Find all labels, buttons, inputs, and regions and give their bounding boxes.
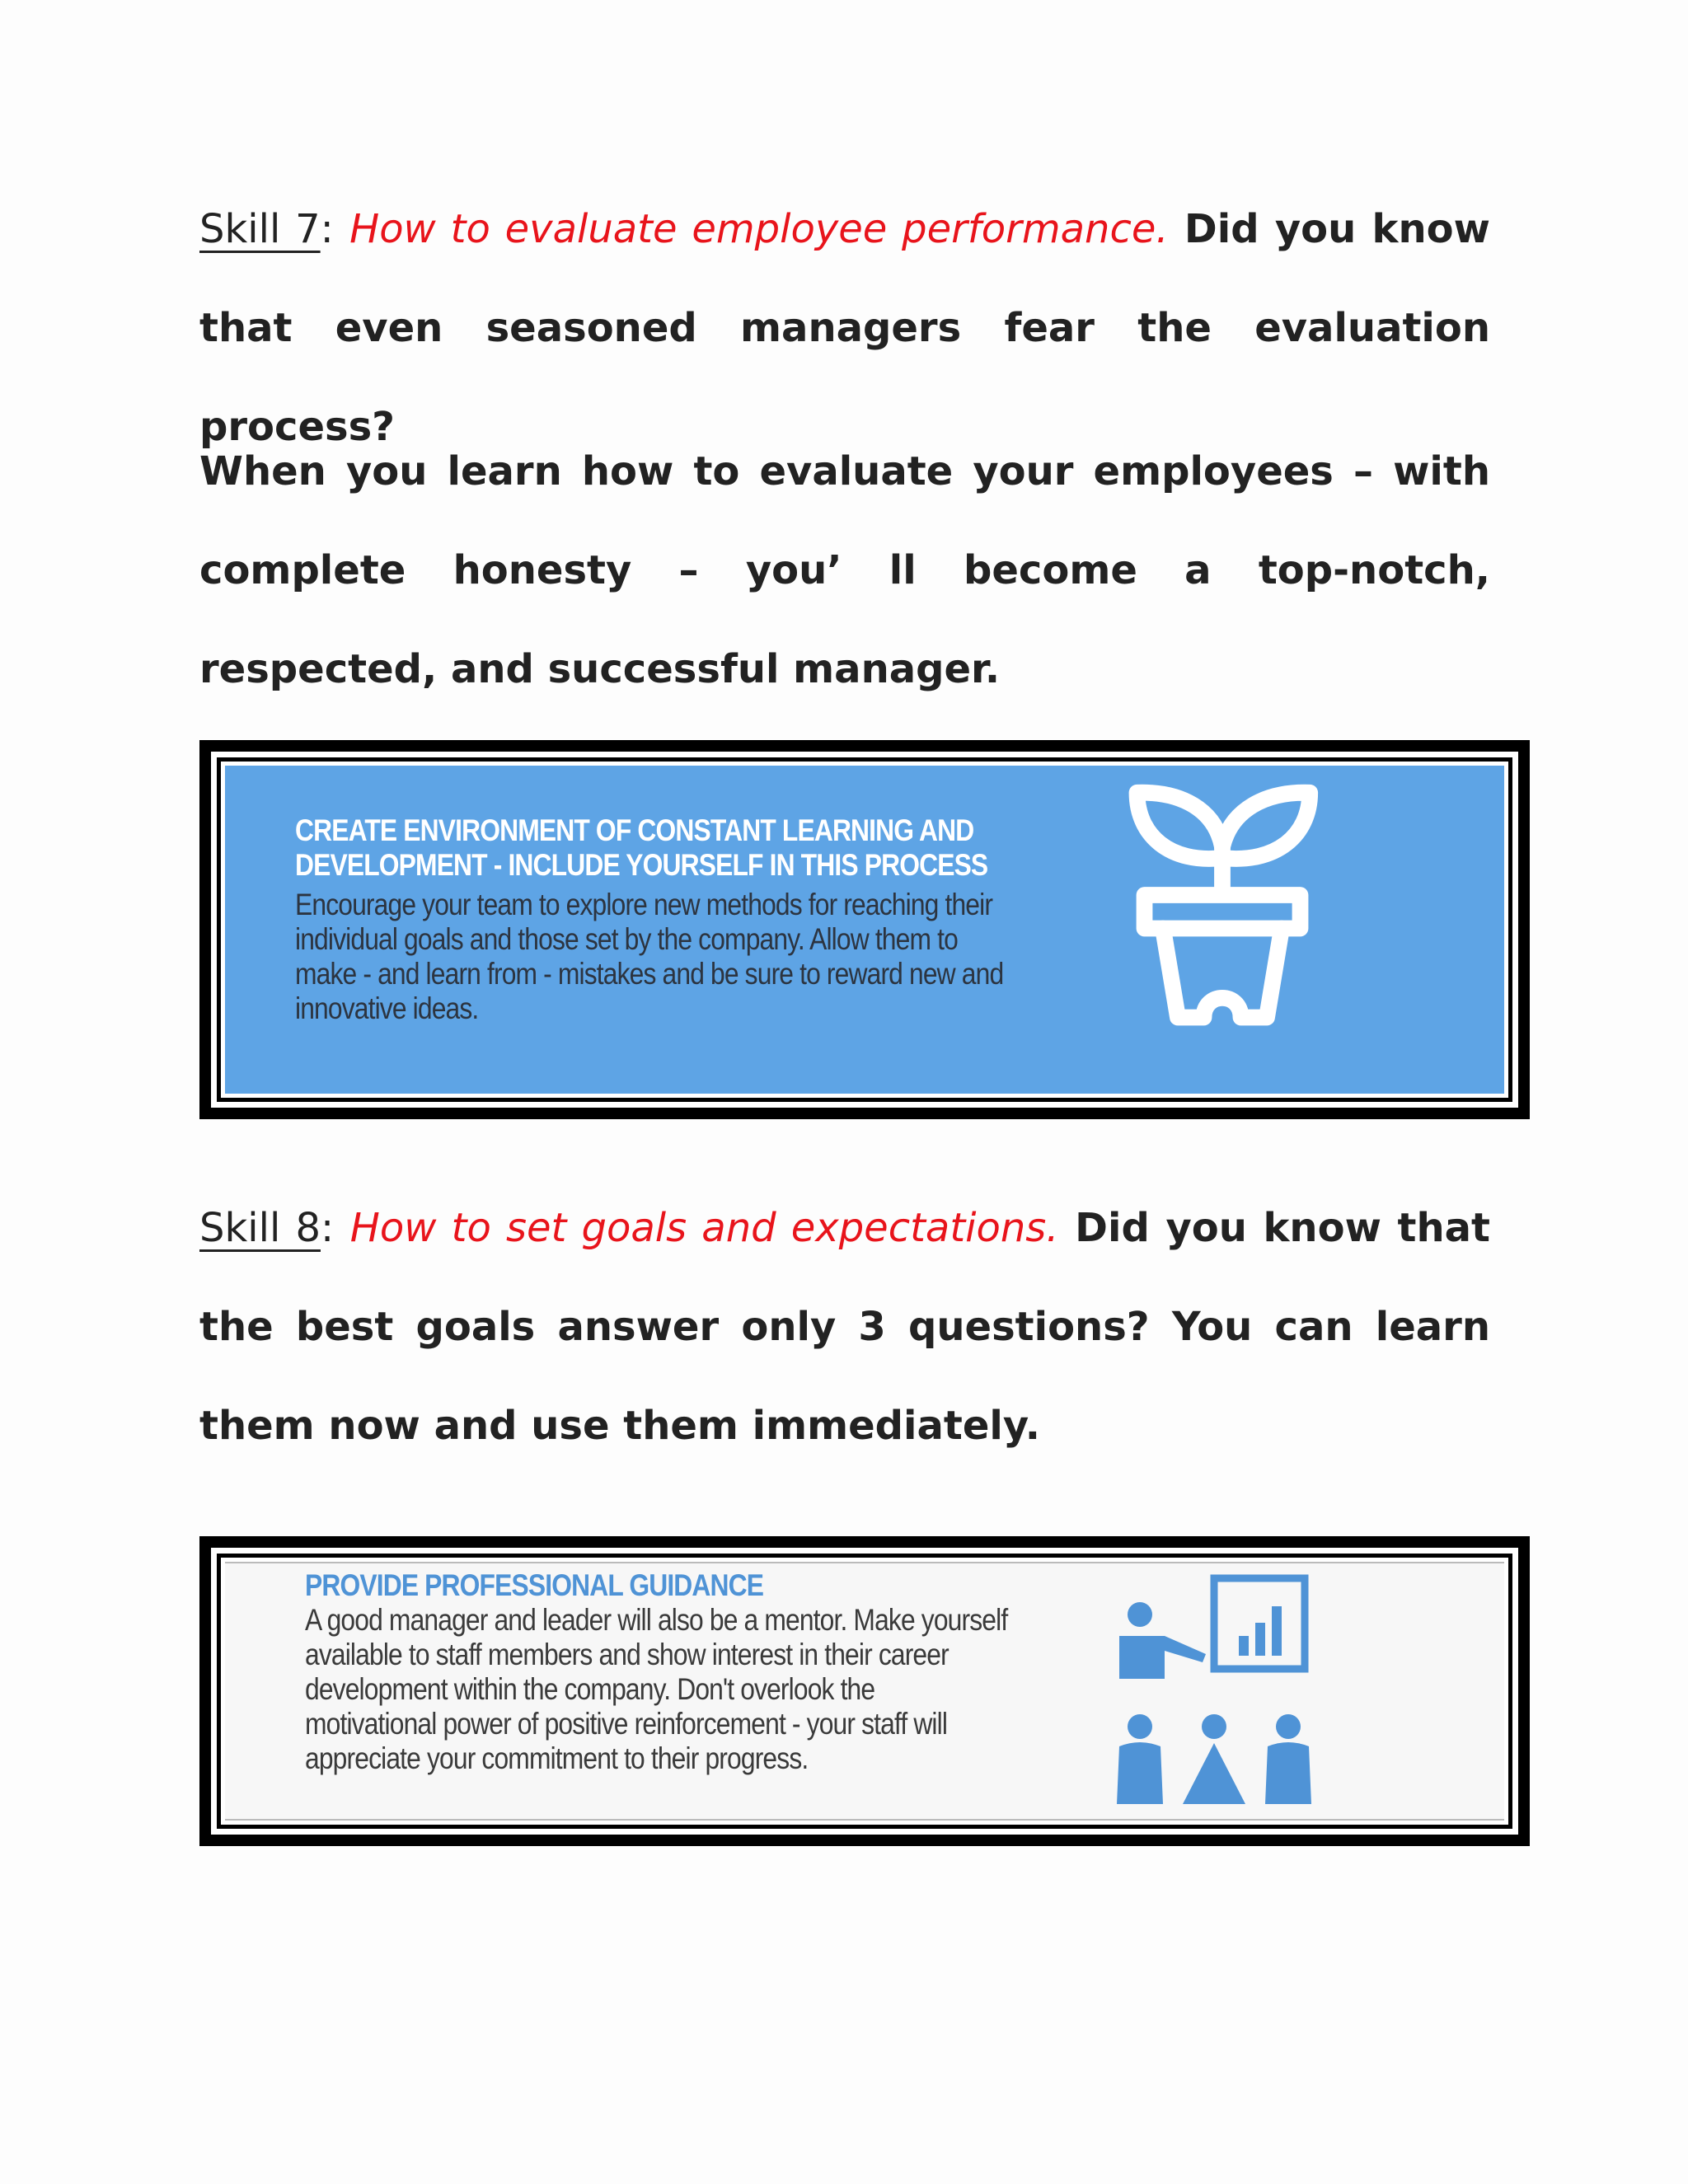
skill-8-label: Skill 8 [199,1205,321,1251]
guidance-banner-body-line: motivational power of positive reinforcement - your staff will [305,1707,948,1741]
learning-banner-body [295,888,1003,1026]
guidance-banner-panel [225,1562,1504,1821]
learning-banner-body-line: innovative ideas. [295,991,479,1025]
guidance-banner-inner-frame [217,1554,1512,1829]
skill-8-title: How to set goals and expectations. [349,1205,1059,1251]
guidance-banner-heading: PROVIDE PROFESSIONAL GUIDANCE [305,1568,764,1602]
skill-7-label: Skill 7 [199,206,321,252]
learning-banner-body-line: Encourage your team to explore new methods for reaching their [295,888,993,921]
skill-7-text: Did you know that even seasoned managers fear the evaluation process? [199,206,1490,450]
learning-banner [199,740,1530,1119]
learning-banner-heading-line-2: DEVELOPMENT - INCLUDE YOURSELF IN THIS PROCESS [295,848,988,882]
skill-8-colon: : [320,1205,335,1251]
guidance-banner-body-line: development within the company. Don't overlook the [305,1672,875,1706]
skill-7-title: How to evaluate employee performance. [349,206,1169,252]
learning-banner-heading [295,813,987,883]
learning-banner-inner-frame [217,757,1512,1102]
learning-banner-body-line: individual goals and those set by the company. Allow them to [295,922,958,956]
presentation-audience-icon [1107,1572,1321,1819]
guidance-banner-body-line: A good manager and leader will also be a mentor. Make yourself [305,1603,1008,1637]
learning-banner-heading-line-1: CREATE ENVIRONMENT OF CONSTANT LEARNING AND [295,813,974,847]
evaluation-paragraph: When you learn how to evaluate your employees – with complete honesty – you’ ll become a top-notch, respected, and successful manager. [199,448,1490,692]
learning-banner-body-line: make - and learn from - mistakes and be sure to reward new and [295,957,1004,991]
guidance-banner-body-line: appreciate your commitment to their progress. [305,1741,809,1775]
guidance-banner-body [305,1603,1007,1776]
guidance-banner-body-line: available to staff members and show interest in their career [305,1638,949,1671]
plant-pot-icon [1111,774,1334,1046]
learning-banner-panel [225,766,1504,1094]
guidance-banner [199,1536,1530,1846]
skill-8-text: Did you know that the best goals answer only 3 questions? You can learn them now and use them immediately. [199,1205,1490,1449]
skill-7-colon: : [320,206,334,252]
skill-8-paragraph [199,1179,1490,1475]
